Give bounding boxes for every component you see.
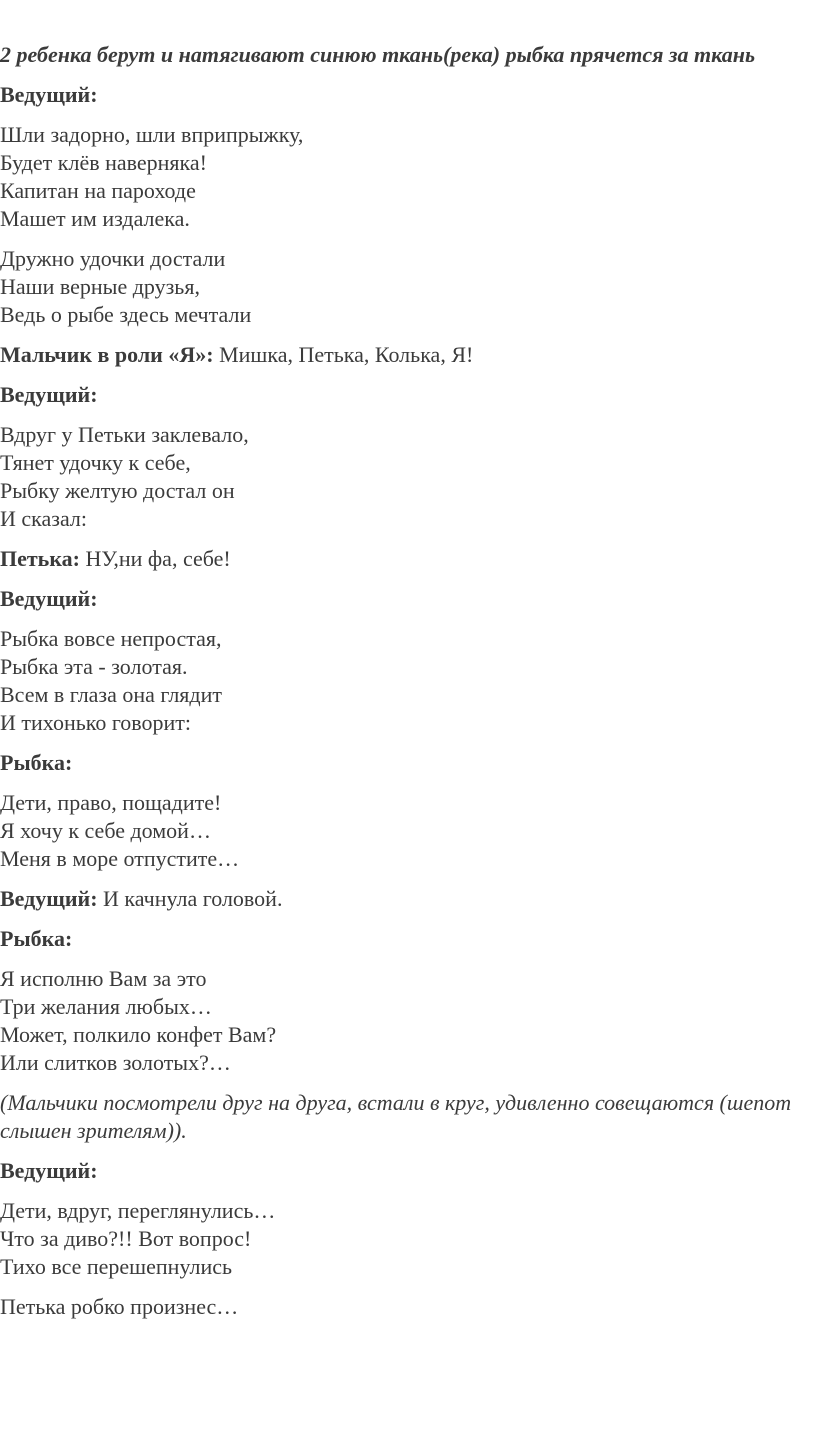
verse-line: Вдруг у Петьки заклевало, [0, 422, 249, 447]
verse-line: Капитан на пароходе [0, 178, 196, 203]
verse-line: Я исполню Вам за это [0, 966, 207, 991]
verse-line: Шли задорно, шли вприпрыжку, [0, 122, 304, 147]
verse-line: Тихо все перешепнулись [0, 1254, 233, 1279]
speaker-host: Ведущий: [0, 1158, 98, 1183]
speaker-host: Ведущий: [0, 586, 98, 611]
stanza-5 [0, 789, 812, 873]
verse-line: Тянет удочку к себе, [0, 450, 191, 475]
verse-line: Меня в море отпустите… [0, 846, 240, 871]
verse-line: Что за диво?!! Вот вопрос! [0, 1226, 252, 1251]
verse-line: Рыбка вовсе непростая, [0, 626, 222, 651]
petka-line [0, 545, 812, 573]
verse-line: Рыбку желтую достал он [0, 478, 235, 503]
verse-line: Дружно удочки достали [0, 246, 226, 271]
verse-line: Дети, право, пощадите! [0, 790, 222, 815]
speaker-host: Ведущий: [0, 82, 98, 107]
verse-line: Будет клёв наверняка! [0, 150, 207, 175]
verse-line: И сказал: [0, 506, 88, 531]
closing-line: Петька робко произнес… [0, 1294, 239, 1319]
boy-line-text: Мишка, Петька, Колька, Я! [213, 342, 474, 367]
verse-line: Три желания любых… [0, 994, 212, 1019]
stage-remark: (Мальчики посмотрели друг на друга, встали в круг, удивленно совещаются (шепот слышен зрителям)). [0, 1090, 792, 1143]
speaker-host: Ведущий: [0, 382, 98, 407]
verse-line: Машет им издалека. [0, 206, 190, 231]
verse-line: Или слитков золотых?… [0, 1050, 231, 1075]
verse-line: Наши верные друзья, [0, 274, 200, 299]
speaker-petka: Петька: [0, 546, 80, 571]
host-line [0, 885, 812, 913]
stanza-6 [0, 965, 812, 1077]
verse-line: Может, полкило конфет Вам? [0, 1022, 277, 1047]
stanza-4 [0, 625, 812, 737]
verse-line: Дети, вдруг, переглянулись… [0, 1198, 276, 1223]
stanza-1 [0, 121, 812, 233]
petka-line-text: НУ,ни фа, себе! [80, 546, 231, 571]
boy-line [0, 341, 812, 369]
verse-line: Всем в глаза она глядит [0, 682, 223, 707]
stanza-2 [0, 245, 812, 329]
document-page [0, 41, 812, 1333]
verse-line: Ведь о рыбе здесь мечтали [0, 302, 252, 327]
verse-line: Я хочу к себе домой… [0, 818, 211, 843]
verse-line: Рыбка эта - золотая. [0, 654, 188, 679]
speaker-fish: Рыбка: [0, 750, 73, 775]
stanza-7 [0, 1197, 812, 1281]
speaker-boy: Мальчик в роли «Я»: [0, 342, 214, 367]
host-line-text: И качнула головой. [97, 886, 283, 911]
speaker-host-inline: Ведущий: [0, 886, 98, 911]
speaker-fish: Рыбка: [0, 926, 73, 951]
stage-direction-intro: 2 ребенка берут и натягивают синюю ткань(река) рыбка прячется за ткань [0, 42, 755, 67]
stanza-3 [0, 421, 812, 533]
verse-line: И тихонько говорит: [0, 710, 192, 735]
